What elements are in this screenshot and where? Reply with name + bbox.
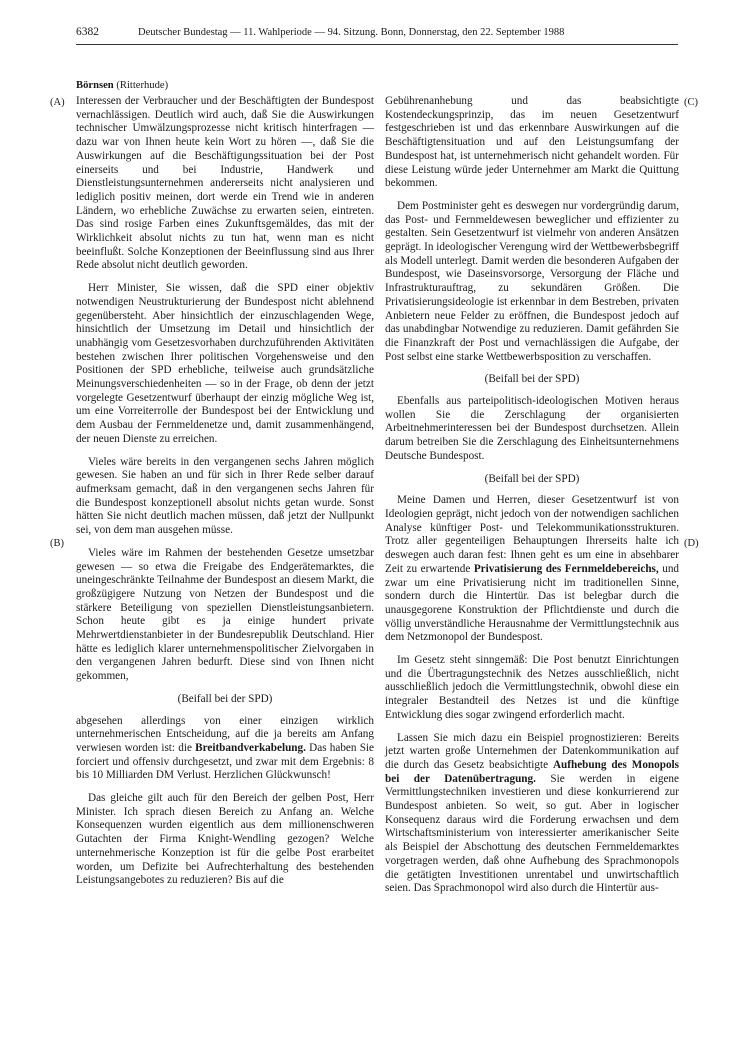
right-paragraph-3: Ebenfalls aus parteipolitisch-ideologischen Motiven heraus wollen Sie die Zerschlagung der organisierten Arbeitnehmerinteressen bei der Bundespost durchsetzen. Allein darum betreiben Sie die Zerschlagung des Einheitsunternehmens Deutsche Bundespost.	[385, 395, 679, 462]
applause-note: (Beifall bei der SPD)	[177, 692, 273, 705]
text-run: abgesehen allerdings von einer einzigen wirklich unternehmerischen Entscheidung, auf die ja bereits am Anfang verwiesen worden ist: die	[76, 714, 374, 754]
left-paragraph-2: Herr Minister, Sie wissen, daß die SPD einer objektiv notwendigen Neustrukturierung der Bundespost nicht ablehnend gegenübersteht. Aber hinsichtlich der einzuschlagenden Wege, hinsichtlich der Umsetzung im Detail und hinsichtlich der unabhängig vom Gesetzesvorhaben durchzuführenden Aktivitäten bestehen zwischen Ihrer politischen Vorgehensweise und den Positionen der SPD erhebliche, teilweise auch grundsätzliche Meinungsverschiedenheiten — so in der Frage, ob denn der jetzt vorgelegte Gesetzentwurf überhaupt der einzig mögliche Weg ist, um eine Vorreiterrolle der Bundespost bei der Entwicklung und dem Ausbau der Fernmeldenetze und, damit zusammenhängend, der neuen Dienste zu erreichen.	[76, 282, 374, 445]
right-paragraph-4	[385, 494, 679, 645]
speaker-line	[76, 80, 168, 91]
applause-note: (Beifall bei der SPD)	[484, 472, 580, 485]
speaker-name: Börnsen	[76, 80, 114, 91]
running-title: Deutscher Bundestag — 11. Wahlperiode — 94. Sitzung. Bonn, Donnerstag, den 22. September 1988	[138, 27, 565, 38]
margin-marker-d: (D)	[684, 538, 699, 549]
text-run: und zwar um eine Privatisierung nicht im traditionellen Sinne, sondern durch die Hintertür. Das ist belegbar durch die unausgegorene Konstruktion der Pflichtdienste und durch die völlig unverständliche Herausnahme der Vermittlungstechnik aus dem Netzmonopol der Bundespost.	[385, 562, 680, 644]
text-run: Das haben Sie forciert und offensiv durchgesetzt, und zwar mit dem Ergebnis: 8 bis 10 Milliarden DM Verlust. Herzlichen Glückwunsch!	[76, 741, 374, 782]
left-paragraph-3: Vieles wäre bereits in den vergangenen sechs Jahren möglich gewesen. Sie haben an und für sich in Ihrer Rede selber darauf aufmerksam gemacht, daß in den vergangenen sechs Jahren für die Bundespost konzeptionell absolut nichts getan wurde. Sonst hätten Sie nicht deutlich machen müssen, daß jetzt der Nullpunkt sei, von dem man ausgehen müsse.	[76, 455, 374, 537]
left-paragraph-4: Vieles wäre im Rahmen der bestehenden Gesetze umsetzbar gewesen — so etwa die Freigabe des Endgerätemarktes, die uneingeschränkte Teilnahme der Bundespost an diesem Markt, die großzügigere Nutzung von Netzen der Bundespost und die stärkere Beteiligung von speziellen Dienstleistungsanbietern. Schon heute gibt es ja einige hundert private Mehrwertdienstanbieter in der Bundesrepublik Deutschland. Hier hätte es lediglich klarer unternehmenspolitischer Zielvorgaben in den vergangenen Jahren bedurft. Diese sind von Ihnen nicht gekommen,	[76, 546, 374, 683]
text-run: Sie werden in eigene Vermittlungstechniken investieren und diese konkurrierend zur Bundespost anbieten. So weit, so gut. Aber in logischer Konsequenz daraus wird die Forderung erwachsen und dem Wirtschaftsministerium von interessierter amerikanischer Seite als Beispiel der Abschottung des deutschen Fernmeldemarktes vorgetragen werden, daß ohne Aufhebung des Sprachmonopols die getätigten Investitionen unrentabel und unwirtschaftlich seien. Das Sprachmonopol wird also durch die Hintertür aus-	[385, 772, 679, 895]
text-run: Lassen Sie mich dazu ein Beispiel prognostizieren: Bereits jetzt warten große Unternehmen der Datenkommunikation auf die durch das Gesetz beabsichtigte	[385, 731, 679, 771]
text-run: Meine Damen und Herren, dieser Gesetzentwurf ist von Ideologien geprägt, nicht jedoch von der notwendigen sachlichen Analyse künftiger Post- und Telekommunikationsstrukturen. Trotz aller gegenteiligen Behauptungen Ihrerseits halte ich deswegen auch daran fest: Ihnen geht es um eine in absehbarer Zeit zu erwartende	[385, 494, 679, 575]
applause-note: (Beifall bei der SPD)	[484, 373, 580, 386]
left-paragraph-1: Interessen der Verbraucher und der Beschäftigten der Bundespost vernachlässigen. Deutlich wird auch, daß Sie die Auswirkungen technischer Umwälzungsprozesse nicht kritisch hinterfragen — dazu war von Ihnen heute kein Wort zu hören —, daß Sie die Auswirkungen auf die Beschäftigungssituation bei der Post einerseits und bei Industrie, Handwerk und Dienstleistungsunternehmen andererseits nicht analysieren und lediglich positiv meinen, dort werde ein Trend wie in anderen Ländern, wo erhebliche Zuwächse zu erwarten seien, eintreten. Das sind rosige Farben eines Zukunftsgemäldes, das mit der Wirklichkeit absolut nichts zu tun hat, wenn man es nicht beeinflußt. Solche Konzeptionen der Beeinflussung sind aus Ihrer Rede absolut nicht deutlich geworden.	[76, 95, 374, 272]
right-paragraph-1: Gebührenanhebung und das beabsichtigte Kostendeckungsprinzip, das im neuen Gesetzentwurf festgeschrieben ist und das erkennbare Auswirkungen auf die Beschäftigtensituation und auf den Leistungsumfang der Bundespost hat, ist unternehmerisch nicht gehandelt worden. Für diese Leistung würde jeder Unternehmer am Markt die Quittung bekommen.	[385, 95, 679, 190]
left-paragraph-6: Das gleiche gilt auch für den Bereich der gelben Post, Herr Minister. Ich sprach diesen Bereich zu Anfang an. Welche Konsequenzen wurden eigentlich aus dem millionenschweren Gutachten der Firma Knight-Wendling gezogen? Welche unternehmerische Konzeption ist für die gelbe Post erarbeitet worden, um Defizite bei Aufrechterhaltung des bestehenden Leistungsangebotes zu reduzieren? Bis auf die	[76, 792, 374, 887]
left-column	[76, 95, 374, 897]
margin-marker-b: (B)	[50, 538, 64, 549]
right-paragraph-6	[385, 732, 679, 896]
right-paragraph-2: Dem Postminister geht es deswegen nur vordergründig darum, das Post- und Fernmeldewesen beweglicher und effizienter zu gestalten. Sein Gesetzentwurf ist vielmehr von anderen Ansätzen geprägt. In ideologischer Verengung wird der Wettbewerbsbegriff als Modell unterlegt. Damit werden die besonderen Aufgaben der Bundespost, wie Daseinsvorsorge, Versorgung der Fläche und Infrastrukturauftrag, zu sekundären Größen. Die Privatisierungsideologie ist erkennbar in dem Bestreben, privaten Anbietern neue Felder zu eröffnen, die Bundespost jedoch auf das unabdingbar Notwendige zu reduzieren. Damit gefährden Sie die Finanzkraft der Post und vernachlässigen die Aufgabe, der Post selbst eine starke Wettbewerbsposition zu verschaffen.	[385, 199, 679, 363]
emphasis-breitbandverkabelung: Breitbandverkabelung.	[195, 741, 306, 754]
margin-marker-c: (C)	[684, 97, 698, 108]
emphasis-privatisierung: Privatisierung des Fernmeldebereichs,	[473, 562, 659, 575]
speaker-constituency: (Ritterhude)	[116, 80, 169, 91]
right-column	[385, 95, 679, 905]
running-header	[76, 22, 676, 44]
header-rule	[76, 44, 678, 45]
page-number: 6382	[76, 26, 99, 38]
margin-marker-a: (A)	[50, 97, 65, 108]
left-paragraph-5	[76, 715, 374, 784]
right-paragraph-5: Im Gesetz steht sinngemäß: Die Post benutzt Einrichtungen und die Übertragungstechnik des Netzes ausschließlich, nicht ausschließlich jedoch die Vermittlungstechnik, obwohl diese ein integraler Bestandteil des Netzes ist und die künftige Entwicklung dies sogar zwingend erforderlich macht.	[385, 654, 679, 721]
emphasis-monopol: Aufhebung des Monopols bei der Datenübertragung.	[385, 758, 680, 785]
